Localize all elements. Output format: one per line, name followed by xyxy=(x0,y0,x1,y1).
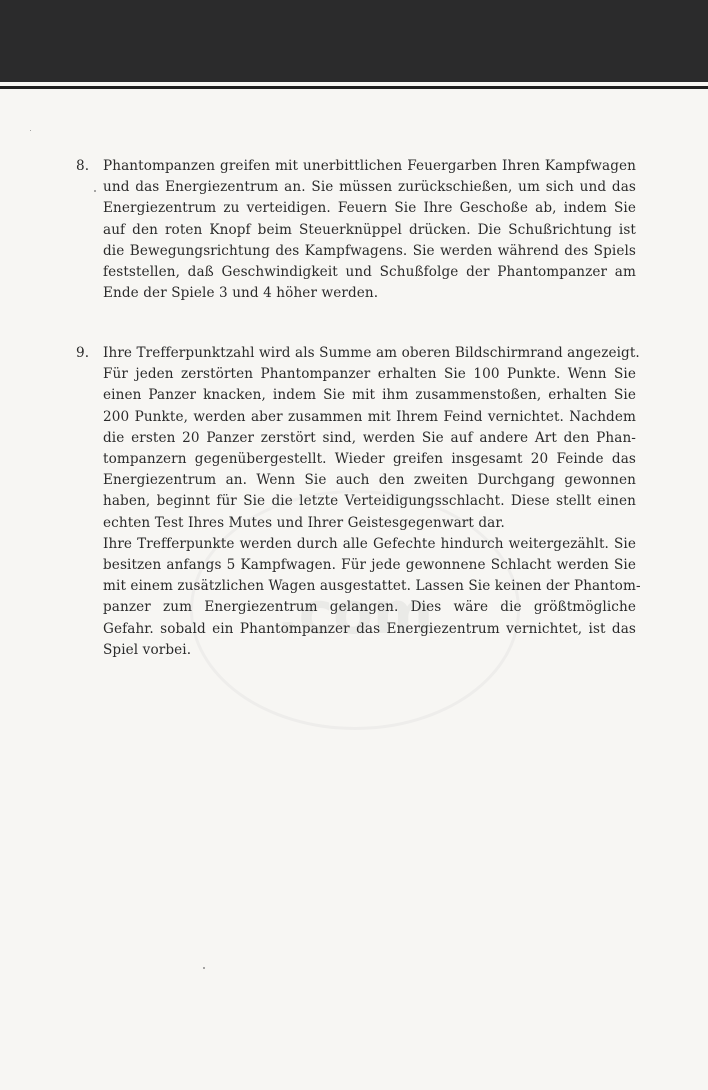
text-line: haben, beginnt für Sie die letzte Verteidigungsschlacht. Diese stellt einen xyxy=(103,493,636,510)
section-number: 9. xyxy=(76,345,90,361)
text-line: die ersten 20 Panzer zerstört sind, werden Sie auf andere Art den Phan- xyxy=(103,429,636,446)
text-line: die Bewegungsrichtung des Kampfwagens. Sie werden während des Spiels xyxy=(103,242,636,259)
text-line: panzer zum Energiezentrum gelangen. Dies wäre die größtmögliche xyxy=(103,599,636,616)
text-line: Gefahr. sobald ein Phantompanzer das Energiezentrum vernichtet, ist das xyxy=(103,620,636,637)
text-line: auf den roten Knopf beim Steuerknüppel drücken. Die Schußrichtung ist xyxy=(103,221,636,238)
section-text xyxy=(103,343,641,661)
section-8 xyxy=(76,156,640,304)
section-9 xyxy=(76,343,640,661)
text-line: Energiezentrum zu verteidigen. Feuern Sie Ihre Geschoße ab, indem Sie xyxy=(103,200,636,217)
section-text xyxy=(103,156,636,304)
text-line: einen Panzer knacken, indem Sie mit ihm zusammenstoßen, erhalten Sie xyxy=(103,387,636,404)
text-line: Für jeden zerstörten Phantompanzer erhalten Sie 100 Punkte. Wenn Sie xyxy=(103,366,636,383)
dust-speck xyxy=(30,130,31,131)
text-line: feststellen, daß Geschwindigkeit und Schußfolge der Phantompanzer am xyxy=(103,264,636,281)
text-line: Ende der Spiele 3 und 4 höher werden. xyxy=(103,285,379,302)
text-line: Ihre Trefferpunktzahl wird als Summe am oberen Bildschirmrand angezeigt. xyxy=(103,345,640,361)
text-line: und das Energiezentrum an. Sie müssen zurückschießen, um sich und das xyxy=(103,179,636,196)
text-line: besitzen anfangs 5 Kampfwagen. Für jede gewonnene Schlacht werden Sie xyxy=(103,557,636,574)
dust-speck xyxy=(203,967,205,969)
text-line: Spiel vorbei. xyxy=(103,641,192,658)
watermark: .com xyxy=(190,490,520,730)
text-line: 200 Punkte, werden aber zusammen mit Ihrem Feind vernichtet. Nachdem xyxy=(103,408,636,425)
header-rule xyxy=(0,86,708,89)
text-line: echten Test Ihres Mutes und Ihrer Geistesgegenwart dar. xyxy=(103,514,505,531)
text-line: tompanzern gegenübergestellt. Wieder greifen insgesamt 20 Feinde das xyxy=(103,451,636,468)
text-line: Ihre Trefferpunkte werden durch alle Gefechte hindurch weitergezählt. Sie xyxy=(103,535,636,552)
section-number: 8. xyxy=(76,158,90,174)
text-line: Energiezentrum an. Wenn Sie auch den zweiten Durchgang gewonnen xyxy=(103,472,636,489)
text-line: Phantompanzen greifen mit unerbittlichen Feuergarben Ihren Kampfwagen xyxy=(103,158,636,174)
text-line: mit einem zusätzlichen Wagen ausgestattet. Lassen Sie keinen der Phantom- xyxy=(103,578,641,595)
header-bar xyxy=(0,0,708,82)
